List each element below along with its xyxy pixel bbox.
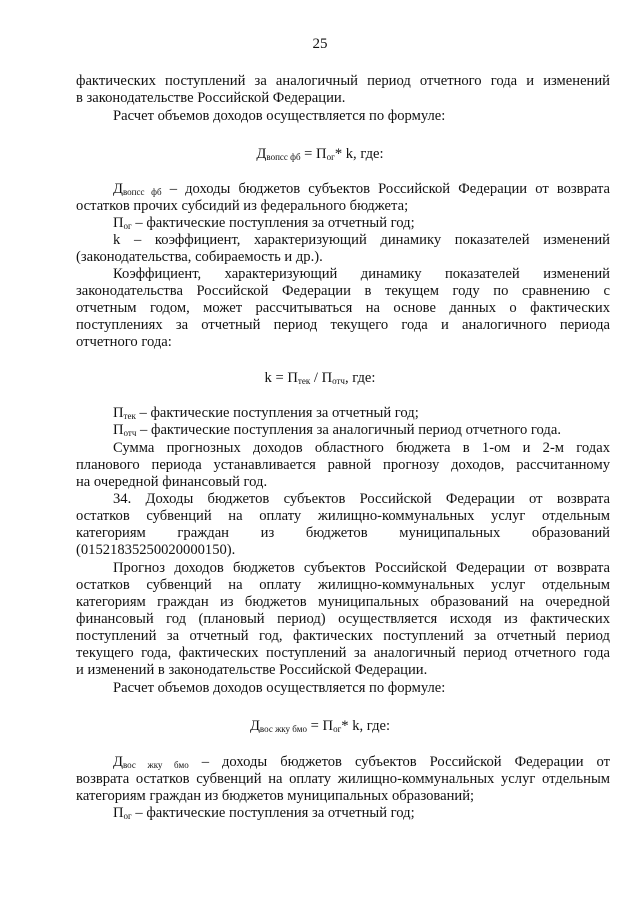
- definition-line: $П_{ог}$ – фактические поступления за отчетный год;: [113, 215, 415, 231]
- definition-line: k – коэффициент, характеризующий динамику показателей изменений: [113, 232, 610, 248]
- text-line: остатков субвенций на оплату жилищно-коммунальных услуг отдельным: [76, 508, 610, 524]
- text-line: Расчет объемов доходов осуществляется по формуле:: [113, 680, 446, 696]
- text-line: категориям граждан из бюджетов муниципальных образований на очередной: [76, 594, 610, 610]
- text-line: текущего года, фактических поступлений за аналогичный период отчетного года: [76, 645, 610, 661]
- text-line: Коэффициент, характеризующий динамику показателей изменений: [113, 266, 610, 282]
- text-line: Прогноз доходов бюджетов субъектов Российской Федерации от возврата: [113, 560, 610, 576]
- definition-line: $П_{тек}$ – фактические поступления за отчетный год;: [113, 405, 419, 421]
- definition-line: остатков прочих субсидий из федерального бюджета;: [76, 198, 409, 214]
- text-line: Расчет объемов доходов осуществляется по формуле:: [113, 108, 446, 124]
- text-line: фактических поступлений за аналогичный период отчетного года и изменений: [76, 73, 610, 89]
- formula-2: $k = П_{тек} / П_{отч}$, где:: [264, 370, 376, 386]
- definition-line: $П_{ог}$ – фактические поступления за отчетный год;: [113, 805, 415, 821]
- text-line: планового периода устанавливается равной прогнозу доходов, рассчитанному: [76, 457, 610, 473]
- text-line: категориям граждан из бюджетов муниципальных образований: [76, 525, 610, 541]
- text-line: остатков субвенций на оплату жилищно-коммунальных услуг отдельным: [76, 577, 610, 593]
- text-line: и изменений в законодательстве Российской Федерации.: [76, 662, 428, 678]
- definition-line: $Д_{вопсс фб}$ – доходы бюджетов субъектов Российской Федерации от возврата: [113, 181, 611, 197]
- text-line: поступлений за отчетный год, фактических поступлений за отчетный период: [76, 628, 610, 644]
- text-line: 34. Доходы бюджетов субъектов Российской Федерации от возврата: [113, 491, 610, 507]
- text-line: Сумма прогнозных доходов областного бюджета в 1-ом и 2-м годах: [113, 440, 610, 456]
- definition-line: (законодательства, собираемость и др.).: [76, 249, 323, 265]
- text-line: финансовый год (плановый период) осуществляется исходя из фактических: [76, 611, 610, 627]
- page-number: 25: [312, 36, 328, 52]
- text-line: на очередной финансовый год.: [76, 474, 268, 490]
- text-line: отчетного года:: [76, 334, 172, 350]
- text-line: отчетным годом, может рассчитываться на основе данных о фактических: [76, 300, 610, 316]
- text-line: в законодательстве Российской Федерации.: [76, 90, 346, 106]
- text-line: законодательства Российской Федерации в текущем году по сравнению с: [76, 283, 610, 299]
- text-line: (01521835250020000150).: [76, 542, 236, 558]
- formula-3: $Д_{вос жку бмо} = П_{ог}*$ k, где:: [249, 718, 391, 734]
- definition-line: $Д_{вос жку бмо}$ – доходы бюджетов субъектов Российской Федерации от: [113, 754, 610, 770]
- text-line: поступлениях за отчетный период текущего года и аналогичного периода: [76, 317, 610, 333]
- definition-line: $П_{отч}$ – фактические поступления за аналогичный период отчетного года.: [113, 422, 561, 438]
- definition-line: возврата остатков субвенций на оплату жилищно-коммунальных услуг отдельным: [76, 771, 610, 787]
- definition-line: категориям граждан из бюджетов муниципальных образований;: [76, 788, 475, 804]
- formula-1: $Д_{вопсс фб} = П_{ог}*$ k, где:: [256, 146, 384, 162]
